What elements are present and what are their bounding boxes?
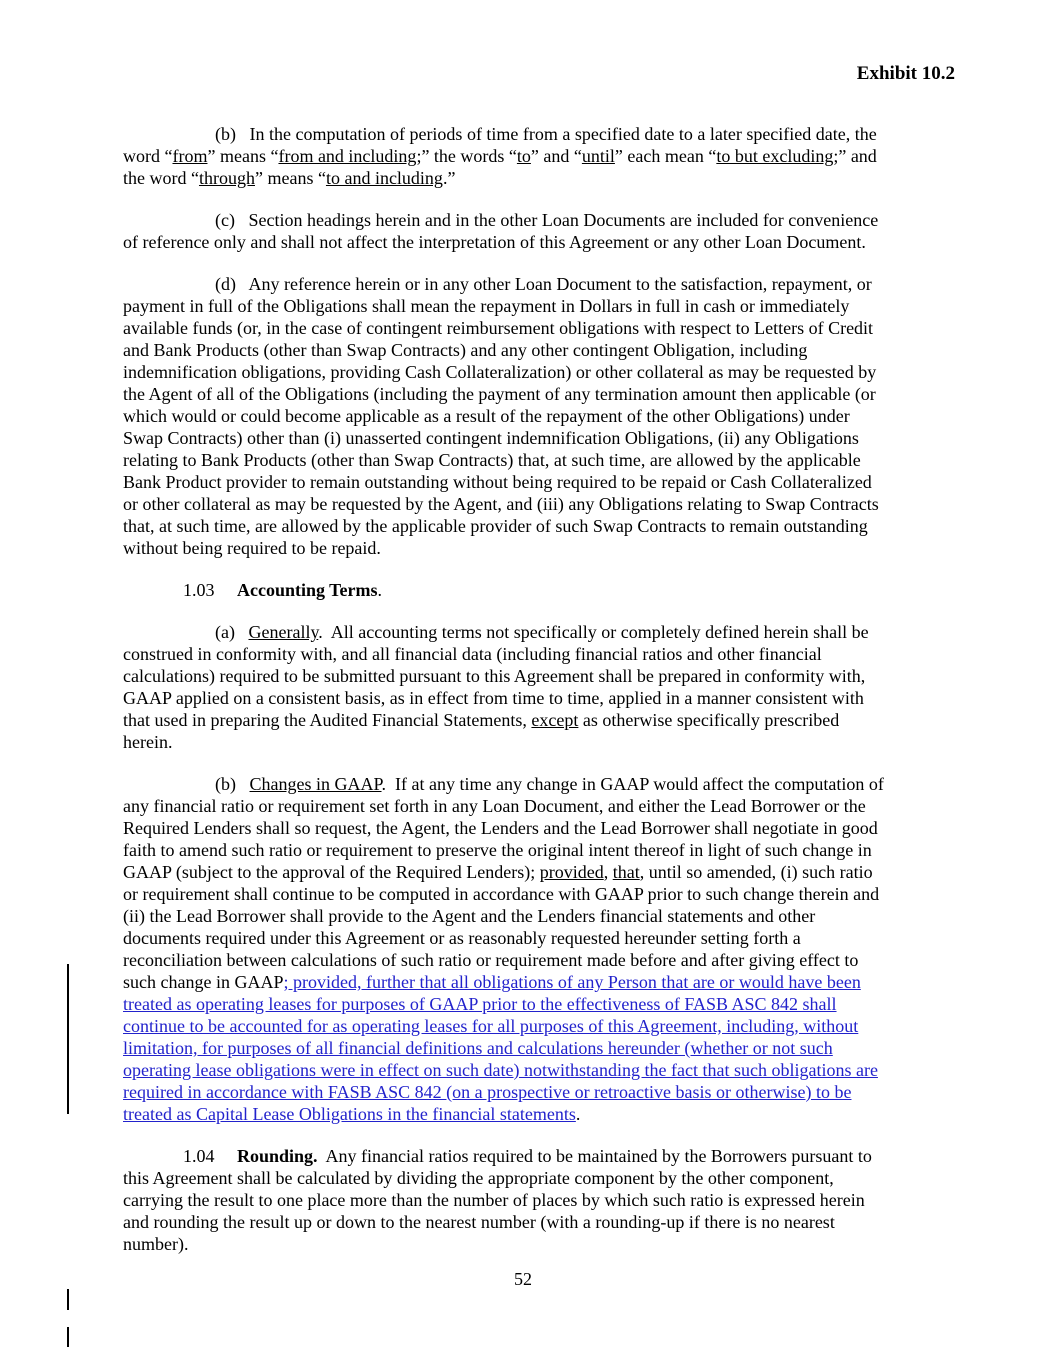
text-line: (d) Any reference herein or in any other Loan Document to the satisfaction, repayment, or bbox=[215, 274, 872, 294]
text-line: any financial ratio or requirement set forth in any Loan Document, and either the Lead Borrower or the bbox=[123, 796, 866, 816]
text-line: (b) In the computation of periods of time from a specified date to a later specified date, the bbox=[215, 124, 877, 144]
text-line: calculations) required to be submitted pursuant to this Agreement shall be prepared in conformity with, bbox=[123, 666, 866, 686]
text-line: or requirement shall continue to be computed in accordance with GAAP prior to such change therein and bbox=[123, 884, 880, 904]
text-line: (a) Generally. All accounting terms not specifically or completely defined herein shall be bbox=[215, 622, 869, 642]
text-line: GAAP applied on a consistent basis, as in effect from time to time, applied in a manner consistent with bbox=[123, 688, 864, 708]
text-line: 1.04 Rounding. Any financial ratios required to be maintained by the Borrowers pursuant to bbox=[183, 1146, 872, 1166]
paragraph bbox=[123, 1145, 929, 1255]
text-line: 1.03 Accounting Terms. bbox=[183, 580, 383, 600]
text-line: Swap Contracts) other than (i) unasserted contingent indemnification Obligations, (ii) any Obligations bbox=[123, 428, 859, 448]
text-line: (b) Changes in GAAP. If at any time any change in GAAP would affect the computation of bbox=[215, 774, 884, 794]
text-line: relating to Bank Products (other than Swap Contracts) that, at such time, are allowed by the applicable bbox=[123, 450, 861, 470]
text-line: herein. bbox=[123, 732, 173, 752]
change-bar-bottom-2 bbox=[67, 1327, 69, 1347]
text-line: word “from” means “from and including;” the words “to” and “until” each mean “to but excluding;” and bbox=[123, 146, 877, 166]
text-line: Required Lenders shall so request, the Agent, the Lenders and the Lead Borrower shall negotiate in good bbox=[123, 818, 878, 838]
text-line: indemnification obligations, providing Cash Collateralization) or other collateral as may be requested by bbox=[123, 362, 877, 382]
paragraph bbox=[123, 273, 929, 559]
text-line: payment in full of the Obligations shall mean the repayment in Dollars in full in cash or immediately bbox=[123, 296, 850, 316]
document-body bbox=[123, 123, 929, 1255]
paragraph bbox=[123, 123, 929, 189]
text-line: Bank Product provider to remain outstanding without being required to be repaid or Cash Collateralized bbox=[123, 472, 872, 492]
text-line: which would or could become applicable as a result of the repayment of the other Obligations) under bbox=[123, 406, 850, 426]
text-line: treated as operating leases for purposes of GAAP prior to the effectiveness of FASB ASC 842 shall bbox=[123, 994, 837, 1014]
text-line: the Agent of all of the Obligations (including the payment of any termination amount then applicable (or bbox=[123, 384, 876, 404]
paragraph bbox=[123, 209, 929, 253]
text-line: or other collateral as may be requested by the Agent, and (iii) any Obligations relating to Swap Contracts bbox=[123, 494, 879, 514]
text-line: GAAP (subject to the approval of the Required Lenders); provided, that, until so amended, (i) such ratio bbox=[123, 862, 873, 882]
text-line: without being required to be repaid. bbox=[123, 538, 381, 558]
page-number: 52 bbox=[514, 1269, 532, 1289]
text-line: reconciliation between calculations of such ratio or requirement made before and after giving effect to bbox=[123, 950, 859, 970]
text-line: documents required under this Agreement or as reasonably requested hereunder setting forth a bbox=[123, 928, 801, 948]
exhibit-label: Exhibit 10.2 bbox=[856, 63, 955, 84]
change-bar-bottom-1 bbox=[67, 1289, 69, 1310]
text-line: and Bank Products (other than Swap Contracts) and any other contingent Obligation, including bbox=[123, 340, 808, 360]
text-line: carrying the result to one place more than the number of places by which such ratio is expressed herein bbox=[123, 1190, 865, 1210]
paragraph bbox=[123, 621, 929, 753]
text-line: (ii) the Lead Borrower shall provide to the Agent and the Lenders financial statements and other bbox=[123, 906, 816, 926]
text-line: required in accordance with FASB ASC 842 (on a prospective or retroactive basis or otherwise) to be bbox=[123, 1082, 852, 1102]
text-line: construed in conformity with, and all financial data (including financial ratios and other financial bbox=[123, 644, 822, 664]
text-line: available funds (or, in the case of contingent reimbursement obligations with respect to Letters of Credit bbox=[123, 318, 874, 338]
text-line: limitation, for purposes of all financial definitions and calculations hereunder (whether or not such bbox=[123, 1038, 833, 1058]
text-line: that, at such time, are allowed by the applicable provider of such Swap Contracts to remain outstanding bbox=[123, 516, 868, 536]
change-bar-insertion bbox=[67, 964, 69, 1114]
text-line: the word “through” means “to and including.” bbox=[123, 168, 456, 188]
paragraph bbox=[123, 773, 929, 1125]
text-line: operating lease obligations were in effect on such date) notwithstanding the fact that such obligations are bbox=[123, 1060, 878, 1080]
text-line: this Agreement shall be calculated by dividing the appropriate component by the other component, bbox=[123, 1168, 834, 1188]
paragraph bbox=[123, 579, 929, 601]
text-line: treated as Capital Lease Obligations in the financial statements. bbox=[123, 1104, 581, 1124]
text-line: that used in preparing the Audited Financial Statements, except as otherwise specifically prescribed bbox=[123, 710, 840, 730]
text-line: such change in GAAP; provided, further that all obligations of any Person that are or would have been bbox=[123, 972, 861, 992]
text-line: and rounding the result up or down to the nearest number (with a rounding-up if there is no nearest bbox=[123, 1212, 835, 1232]
text-line: of reference only and shall not affect the interpretation of this Agreement or any other Loan Document. bbox=[123, 232, 866, 252]
text-line: continue to be accounted for as operating leases for all purposes of this Agreement, including, without bbox=[123, 1016, 859, 1036]
text-line: number). bbox=[123, 1234, 189, 1254]
text-line: (c) Section headings herein and in the other Loan Documents are included for convenience bbox=[215, 210, 879, 230]
text-line: faith to amend such ratio or requirement to preserve the original intent thereof in light of such change in bbox=[123, 840, 872, 860]
